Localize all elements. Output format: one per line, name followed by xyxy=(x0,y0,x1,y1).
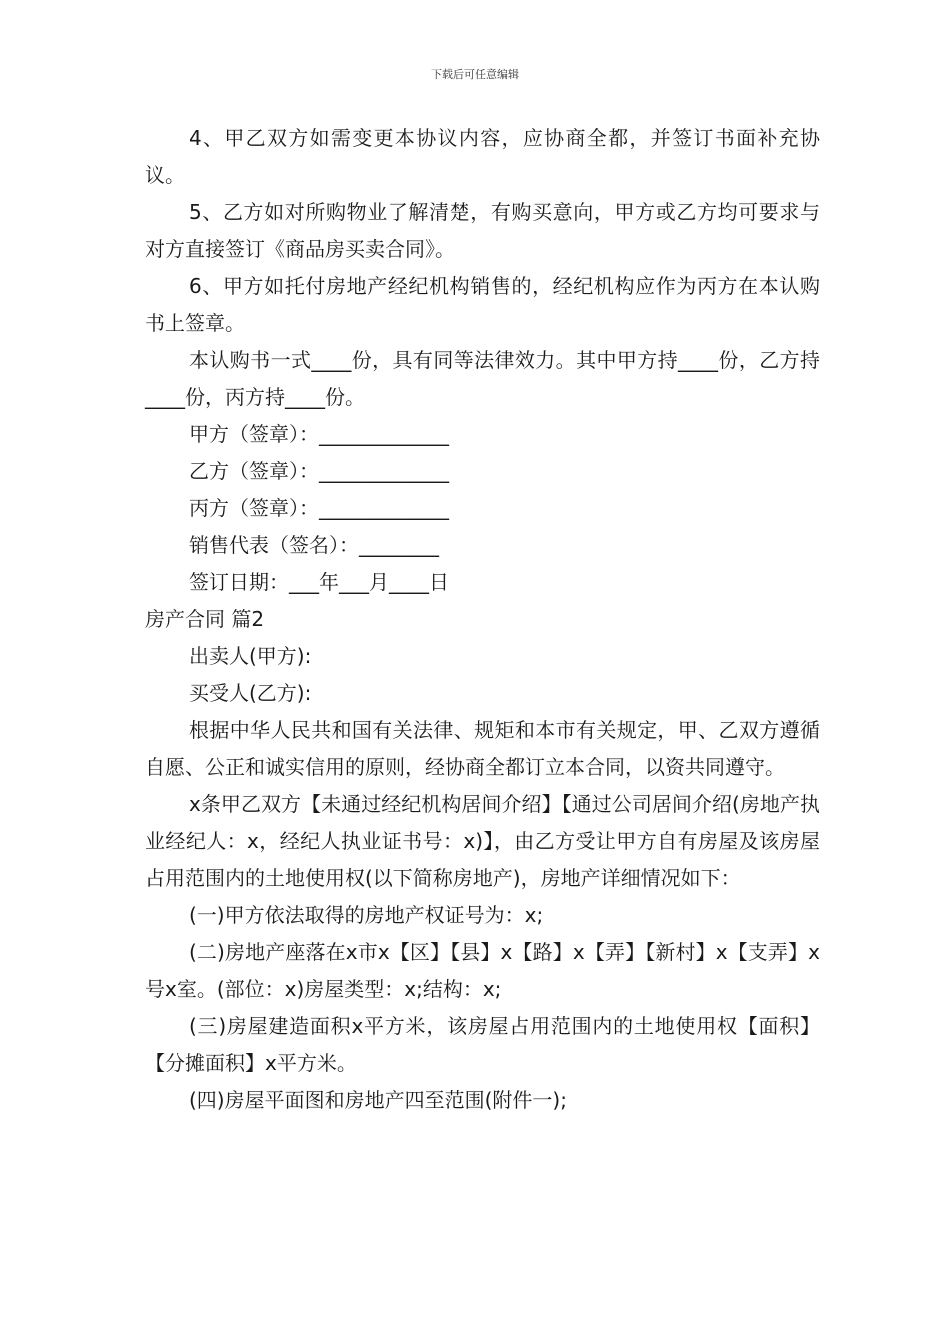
seller-line: 出卖人(甲方): xyxy=(189,644,312,668)
buyer-line: 买受人(乙方): xyxy=(189,681,312,705)
party-a-signature-line: 甲方（签章）：_____________ xyxy=(189,422,449,446)
item-3-paragraph: (三)房屋建造面积x平方米，该房屋占用范围内的土地使用权【面积】【分摊面积】x平方米。 xyxy=(145,1014,820,1075)
item-1-paragraph: (一)甲方依法取得的房地产权证号为：x; xyxy=(189,903,544,927)
page-header: 下载后可任意编辑 xyxy=(431,68,519,81)
clause-5: 5、乙方如对所购物业了解清楚，有购买意向，甲方或乙方均可要求与对方直接签订《商品房买卖合同》。 xyxy=(145,200,820,261)
clause-6: 6、甲方如托付房地产经纪机构销售的，经纪机构应作为丙方在本认购书上签章。 xyxy=(145,274,820,335)
signing-date-line: 签订日期：___年___月____日 xyxy=(189,570,449,594)
sales-rep-signature-line: 销售代表（签名）：________ xyxy=(189,533,439,557)
document-body xyxy=(145,120,820,1119)
clause-4: 4、甲乙双方如需变更本协议内容，应协商全都，并签订书面补充协议。 xyxy=(145,126,820,187)
item-4-paragraph: (四)房屋平面图和房地产四至范围(附件一); xyxy=(189,1088,567,1112)
article-x-paragraph: x条甲乙双方【未通过经纪机构居间介绍】【通过公司居间介绍(房地产执业经纪人：x，经纪人执业证书号：x)】，由乙方受让甲方自有房屋及该房屋占用范围内的土地使用权(以下简称房地产)，房地产详细情况如下： xyxy=(145,792,820,890)
section-heading: 房产合同 篇2 xyxy=(145,607,265,631)
party-b-signature-line: 乙方（签章）：_____________ xyxy=(189,459,449,483)
party-c-signature-line: 丙方（签章）：_____________ xyxy=(189,496,449,520)
item-2-paragraph: (二)房地产座落在x市x【区】【县】x【路】x【弄】【新村】x【支弄】x号x室。(部位：x)房屋类型：x;结构：x; xyxy=(145,940,820,1001)
preamble-paragraph: 根据中华人民共和国有关法律、规矩和本市有关规定，甲、乙双方遵循自愿、公正和诚实信用的原则，经协商全都订立本合同，以资共同遵守。 xyxy=(145,718,820,779)
copies-clause: 本认购书一式____份，具有同等法律效力。其中甲方持____份，乙方持____份，丙方持____份。 xyxy=(145,348,820,409)
